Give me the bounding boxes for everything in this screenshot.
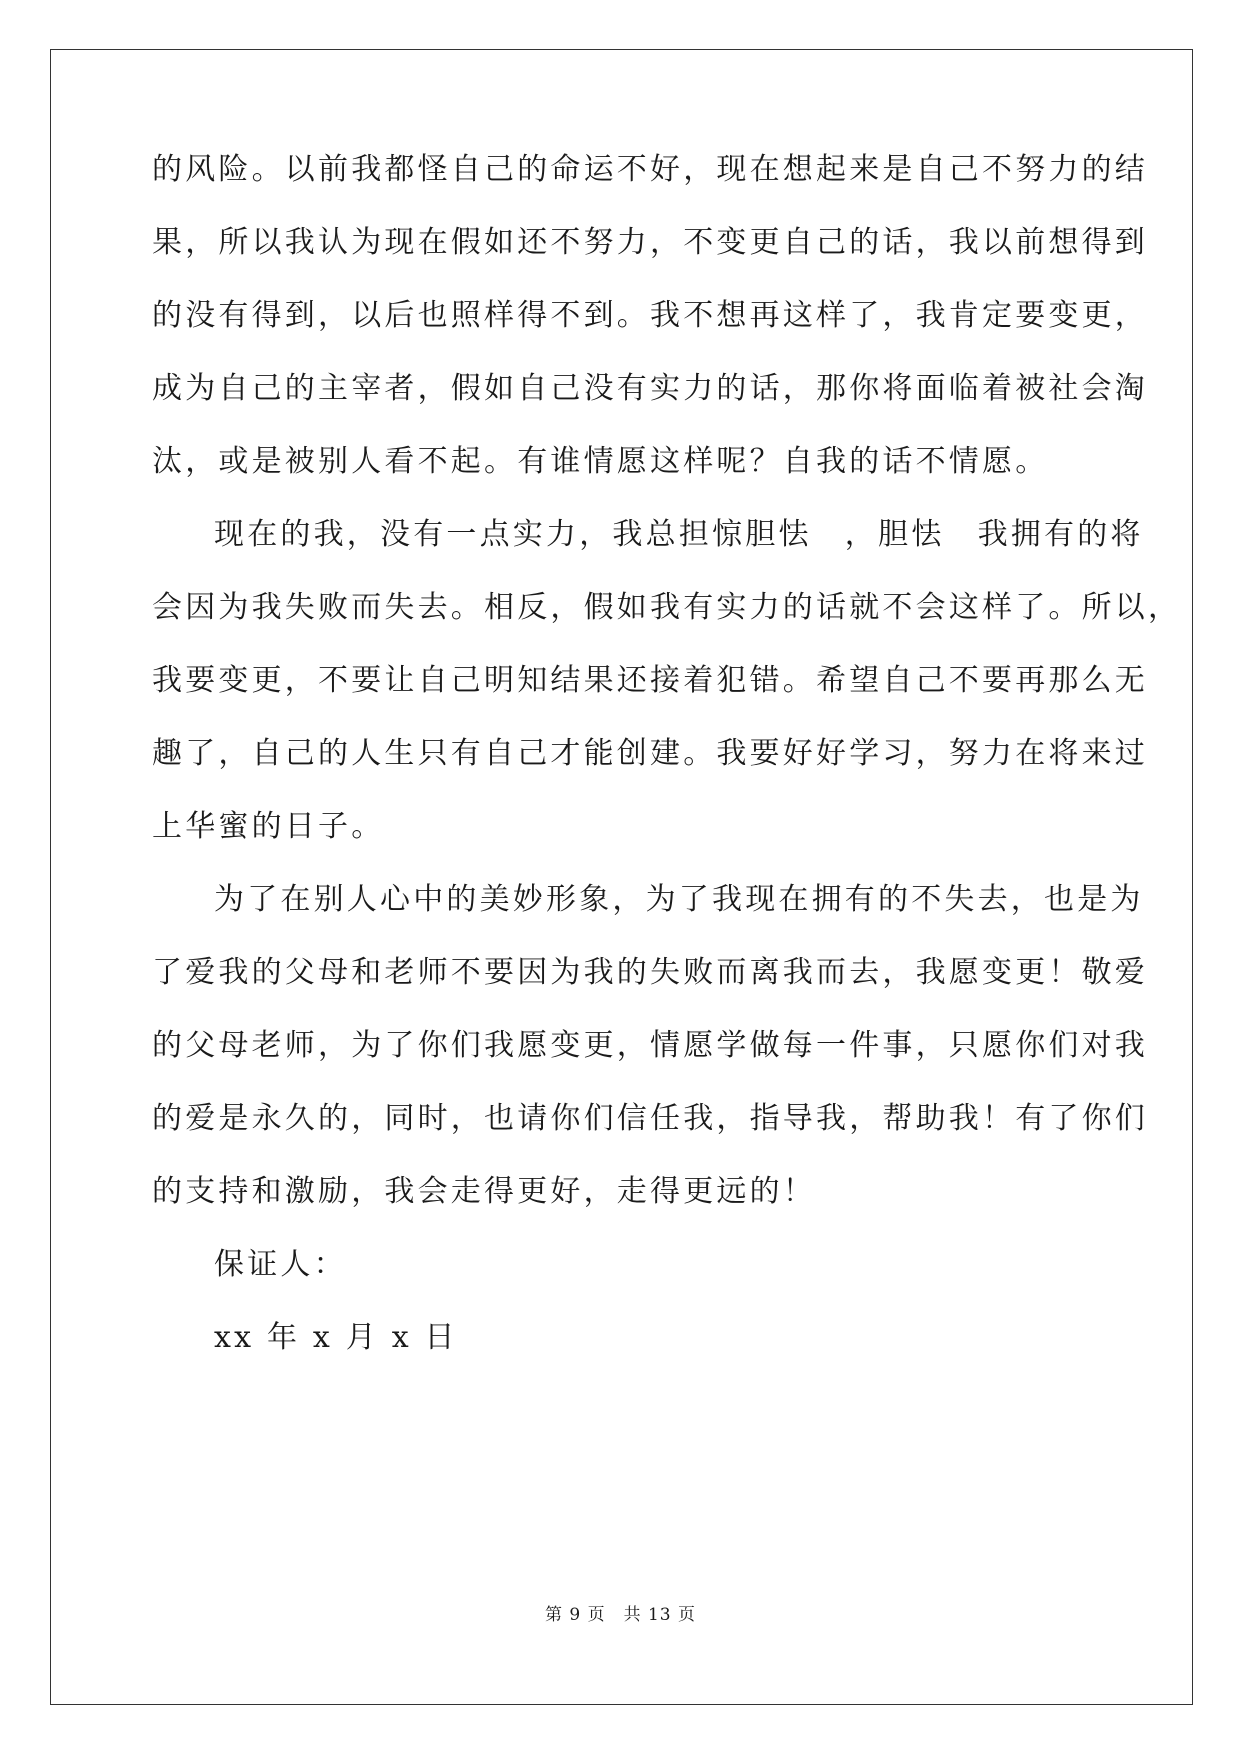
text-line: 的支持和激励，我会走得更好，走得更远的！ <box>152 1174 816 1209</box>
text-line: 上华蜜的日子。 <box>152 809 385 844</box>
guarantor-label: 保证人： <box>214 1247 347 1282</box>
text-line: 的父母老师，为了你们我愿变更，情愿学做每一件事，只愿你们对我 <box>152 1028 1148 1063</box>
text-line: 汰，或是被别人看不起。有谁情愿这样呢？自我的话不情愿。 <box>152 444 1049 479</box>
text-line: 趣了，自己的人生只有自己才能创建。我要好好学习，努力在将来过 <box>152 736 1148 771</box>
text-line: 的爱是永久的，同时，也请你们信任我，指导我，帮助我！有了你们 <box>152 1101 1148 1136</box>
page-number-footer: 第 9 页 共 13 页 <box>544 1605 697 1625</box>
date-line: xx 年 x 月 x 日 <box>214 1320 458 1355</box>
text-line: 为了在别人心中的美妙形象，为了我现在拥有的不失去，也是为 <box>214 882 1144 917</box>
text-line: 的没有得到，以后也照样得不到。我不想再这样了，我肯定要变更， <box>152 298 1148 333</box>
text-line: 果，所以我认为现在假如还不努力，不变更自己的话，我以前想得到 <box>152 225 1148 260</box>
text-line: 了爱我的父母和老师不要因为我的失败而离我而去，我愿变更！敬爱 <box>152 955 1148 990</box>
text-line: 成为自己的主宰者，假如自己没有实力的话，那你将面临着被社会淘 <box>152 371 1148 406</box>
text-line: 会因为我失败而失去。相反，假如我有实力的话就不会这样了。所以， <box>152 590 1182 625</box>
text-line: 的风险。以前我都怪自己的命运不好，现在想起来是自己不努力的结 <box>152 152 1148 187</box>
text-line: 现在的我，没有一点实力，我总担惊胆怯 ，胆怯 我拥有的将 <box>214 517 1144 552</box>
text-line: 我要变更，不要让自己明知结果还接着犯错。希望自己不要再那么无 <box>152 663 1148 698</box>
